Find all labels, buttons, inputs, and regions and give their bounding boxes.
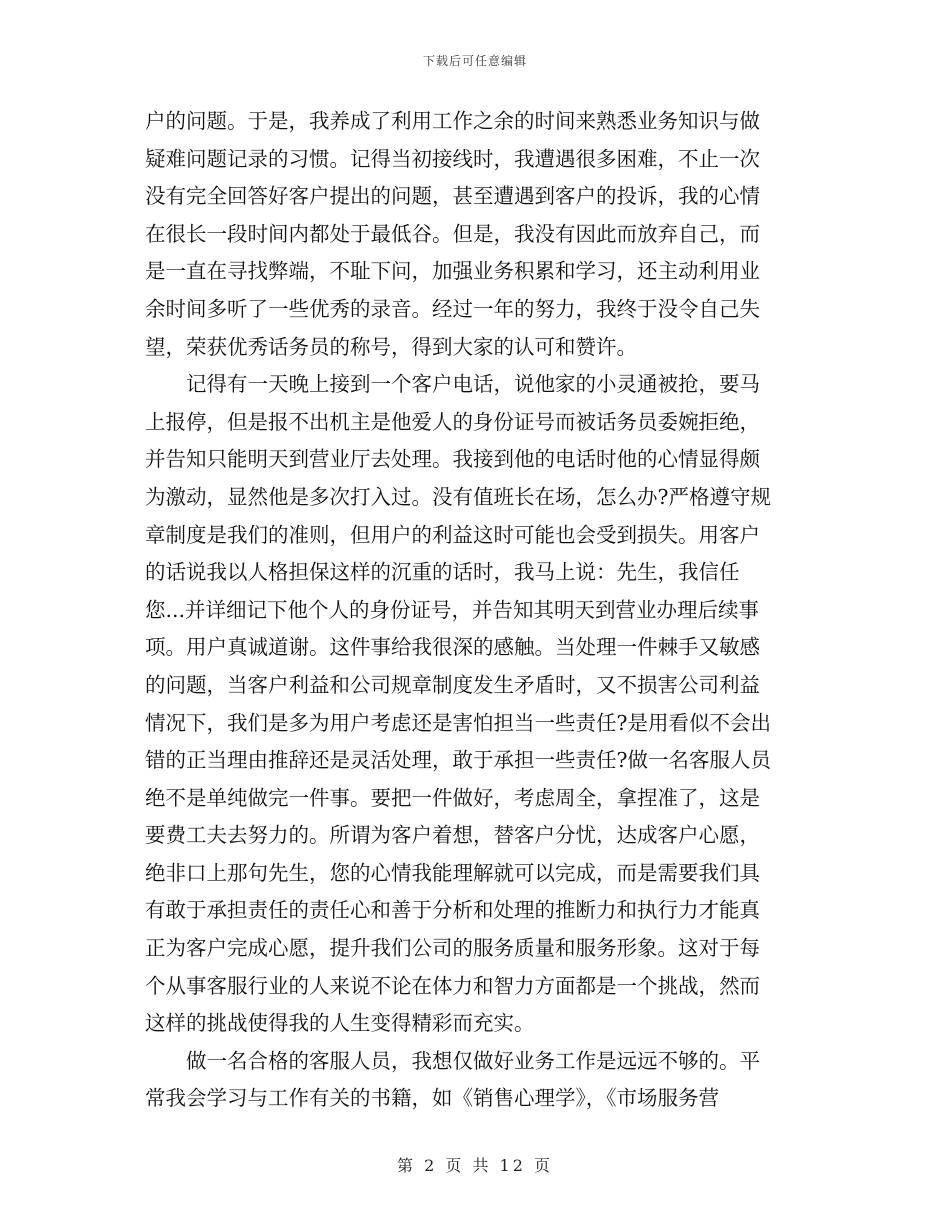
paragraph-line: 要费工夫去努力的。所谓为客户着想，替客户分忧，达成客户心愿， <box>145 823 760 848</box>
paragraph-line: 为激动，显然他是多次打入过。没有值班长在场，怎么办?严格遵守规 <box>145 484 771 509</box>
paragraph-line: 这样的挑战使得我的人生变得精彩而充实。 <box>145 1011 535 1036</box>
paragraph-line: 记得有一天晚上接到一个客户电话，说他家的小灵通被抢，要马 <box>186 372 760 397</box>
paragraph-line: 章制度是我们的准则，但用户的利益这时可能也会受到损失。用客户 <box>145 522 760 547</box>
paragraph-line: 正为客户完成心愿，提升我们公司的服务质量和服务形象。这对于每 <box>145 936 760 961</box>
paragraph-line: 个从事客服行业的人来说不论在体力和智力方面都是一个挑战，然而 <box>145 973 760 998</box>
paragraph-line: 余时间多听了一些优秀的录音。经过一年的努力，我终于没令自己失 <box>145 296 760 321</box>
paragraph-line: 是一直在寻找弊端，不耻下问，加强业务积累和学习，还主动利用业 <box>145 259 760 284</box>
page-footer: 第 2 页 共 12 页 <box>397 1156 553 1175</box>
paragraph-line: 绝非口上那句先生，您的心情我能理解就可以完成，而是需要我们具 <box>145 860 760 885</box>
paragraph-line: 错的正当理由推辞还是灵活处理，敢于承担一些责任?做一名客服人员 <box>145 748 771 773</box>
paragraph-line: 户的问题。于是，我养成了利用工作之余的时间来熟悉业务知识与做 <box>145 109 760 133</box>
paragraph-line: 的话说我以人格担保这样的沉重的话时，我马上说：先生，我信任 <box>145 560 740 585</box>
paragraph-line: 上报停，但是报不出机主是他爱人的身份证号而被话务员委婉拒绝， <box>145 409 760 434</box>
document-body <box>145 103 815 1118</box>
paragraph-line: 在很长一段时间内都处于最低谷。但是，我没有因此而放弃自己，而 <box>145 221 760 246</box>
paragraph-line: 项。用户真诚道谢。这件事给我很深的感触。当处理一件棘手又敏感 <box>145 635 760 660</box>
paragraph-line: 您...并详细记下他个人的身份证号，并告知其明天到营业办理后续事 <box>145 597 760 622</box>
paragraph-line: 望，荣获优秀话务员的称号，得到大家的认可和赞许。 <box>145 334 637 359</box>
paragraph-line: 并告知只能明天到营业厅去处理。我接到他的电话时他的心情显得颇 <box>145 447 760 472</box>
page-header: 下载后可任意编辑 <box>422 54 527 68</box>
paragraph-line: 情况下，我们是多为用户考虑还是害怕担当一些责任?是用看似不会出 <box>145 710 771 735</box>
paragraph-line: 的问题，当客户利益和公司规章制度发生矛盾时，又不损害公司利益 <box>145 672 760 697</box>
paragraph-line: 常我会学习与工作有关的书籍，如《销售心理学》，《市场服务营 <box>145 1086 719 1111</box>
paragraph-line: 绝不是单纯做完一件事。要把一件做好，考虑周全，拿捏准了，这是 <box>145 785 760 810</box>
paragraph-line: 没有完全回答好客户提出的问题，甚至遭遇到客户的投诉，我的心情 <box>145 184 760 209</box>
paragraph-line: 做一名合格的客服人员，我想仅做好业务工作是远远不够的。平 <box>186 1048 760 1073</box>
paragraph-line: 有敢于承担责任的责任心和善于分析和处理的推断力和执行力才能真 <box>145 898 760 923</box>
paragraph-line: 疑难问题记录的习惯。记得当初接线时，我遭遇很多困难，不止一次 <box>145 146 760 171</box>
